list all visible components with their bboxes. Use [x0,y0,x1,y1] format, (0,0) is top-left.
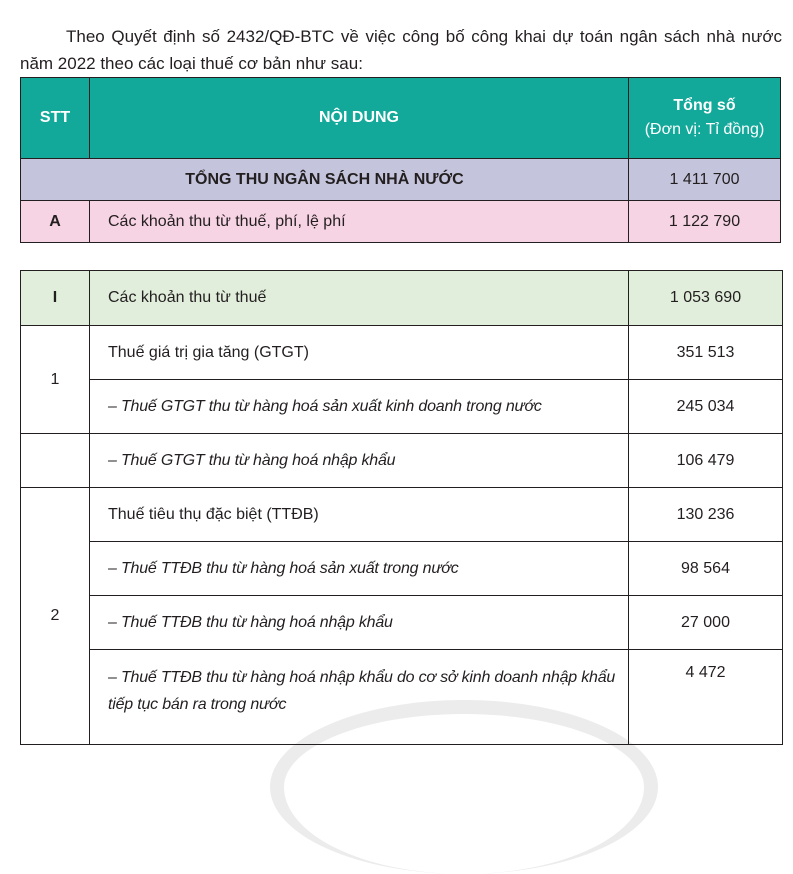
row-label: Thuế giá trị gia tăng (GTGT) [90,326,629,380]
row-label: Các khoản thu từ thuế, phí, lệ phí [90,201,629,243]
row-value: 1 122 790 [629,201,781,243]
row-value: 98 564 [629,542,783,596]
row-label: – Thuế GTGT thu từ hàng hoá nhập khẩu [90,434,629,488]
row-label: Thuế tiêu thụ đặc biệt (TTĐB) [90,488,629,542]
table-row [21,380,783,434]
row-value: 351 513 [629,326,783,380]
table-row [21,542,783,596]
table-row [21,159,781,201]
row-label: – Thuế TTĐB thu từ hàng hoá nhập khẩu do cơ sở kinh doanh nhập khẩu tiếp tục bán ra trong nước [90,650,629,745]
row-stt: 2 [21,488,90,745]
row-value: 130 236 [629,488,783,542]
tax-detail-table [20,270,783,745]
row-stt: 1 [21,326,90,434]
summary-value: 1 411 700 [629,159,781,201]
row-stt: I [21,271,90,326]
table-row [21,650,783,745]
row-stt [21,434,90,488]
header-unit: (Đơn vị: Tỉ đồng) [644,121,765,138]
table-row [21,271,783,326]
row-label: – Thuế TTĐB thu từ hàng hoá nhập khẩu [90,596,629,650]
table-row [21,596,783,650]
intro-paragraph: Theo Quyết định số 2432/QĐ-BTC về việc công bố công khai dự toán ngân sách nhà nước năm 2022 theo các loại thuế cơ bản như sau: [20,27,782,73]
table-row [21,326,783,380]
table-header-row [21,78,781,159]
table-row [21,201,781,243]
budget-summary-table [20,77,781,243]
table-row [21,488,783,542]
table-row [21,434,783,488]
row-value: 106 479 [629,434,783,488]
row-label: – Thuế GTGT thu từ hàng hoá sản xuất kinh doanh trong nước [90,380,629,434]
row-value: 1 053 690 [629,271,783,326]
row-label: – Thuế TTĐB thu từ hàng hoá sản xuất trong nước [90,542,629,596]
row-stt: A [21,201,90,243]
row-value: 4 472 [629,650,783,745]
summary-label: TỔNG THU NGÂN SÁCH NHÀ NƯỚC [21,159,629,201]
row-label: Các khoản thu từ thuế [90,271,629,326]
header-total [629,78,781,159]
row-value: 245 034 [629,380,783,434]
header-content: NỘI DUNG [90,78,629,159]
row-value: 27 000 [629,596,783,650]
header-stt: STT [21,78,90,159]
header-total-label: Tổng số [673,97,736,114]
